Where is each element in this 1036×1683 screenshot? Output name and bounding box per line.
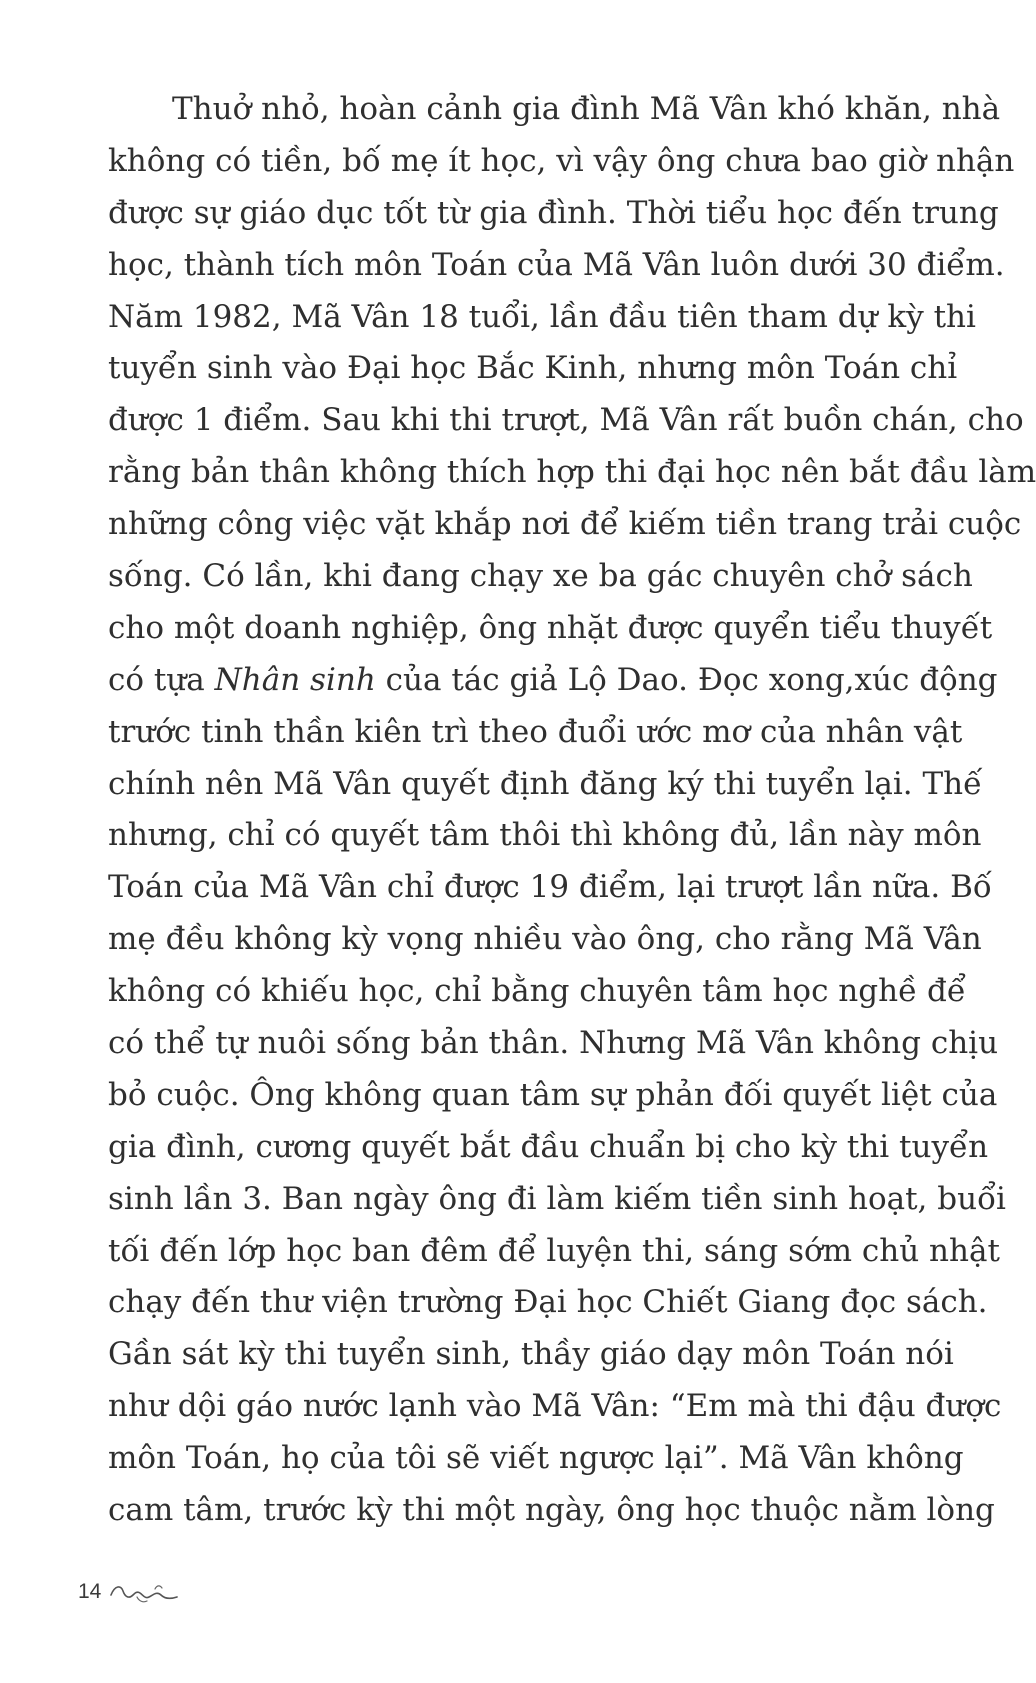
text-line: mẹ đều không kỳ vọng nhiều vào ông, cho rằng Mã Vân [108,921,982,958]
text-line: Thuở nhỏ, hoàn cảnh gia đình Mã Vân khó khăn, nhà [172,91,1001,127]
text-line: như dội gáo nước lạnh vào Mã Vân: “Em mà thi đậu được [108,1388,1002,1425]
page-number: 14 [78,1580,102,1603]
decorative-flourish-icon [107,1577,187,1607]
book-title: Nhân sinh [214,661,376,698]
page-footer [78,1572,187,1612]
text-line: những công việc vặt khắp nơi để kiếm tiền trang trải cuộc [108,506,1022,543]
text-line: không có khiếu học, chỉ bằng chuyên tâm học nghề để [108,973,966,1010]
text-line: bỏ cuộc. Ông không quan tâm sự phản đối quyết liệt của [108,1076,998,1113]
text-line: có thể tự nuôi sống bản thân. Nhưng Mã Vân không chịu [108,1025,999,1062]
text-line: môn Toán, họ của tôi sẽ viết ngược lại”. Mã Vân không [108,1440,964,1477]
text-line: được 1 điểm. Sau khi thi trượt, Mã Vân rất buồn chán, cho [108,402,1024,439]
text-line: trước tinh thần kiên trì theo đuổi ước mơ của nhân vật [108,713,963,750]
text-line: sống. Có lần, khi đang chạy xe ba gác chuyên chở sách [108,558,973,595]
text-line: cho một doanh nghiệp, ông nhặt được quyển tiểu thuyết [108,609,993,646]
text-line: không có tiền, bố mẹ ít học, vì vậy ông chưa bao giờ nhận [108,142,1015,179]
text-line: chính nên Mã Vân quyết định đăng ký thi tuyển lại. Thế [108,765,983,802]
text-line: rằng bản thân không thích hợp thi đại học nên bắt đầu làm [108,454,1036,491]
text-line-with-book-title [108,655,998,707]
text-line: học, thành tích môn Toán của Mã Vân luôn dưới 30 điểm. [108,246,1005,283]
text-line: sinh lần 3. Ban ngày ông đi làm kiếm tiền sinh hoạt, buổi [108,1180,1006,1217]
text-line: cam tâm, trước kỳ thi một ngày, ông học thuộc nằm lòng [108,1492,995,1529]
text-line: được sự giáo dục tốt từ gia đình. Thời tiểu học đến trung [108,194,999,231]
text-segment: của tác giả Lộ Dao. Đọc xong,xúc động [375,661,998,698]
text-line: Toán của Mã Vân chỉ được 19 điểm, lại trượt lần nữa. Bố [108,869,992,906]
text-segment: có tựa [108,661,215,698]
text-line: chạy đến thư viện trường Đại học Chiết Giang đọc sách. [108,1284,988,1321]
body-text [108,84,1036,1537]
text-line: tối đến lớp học ban đêm để luyện thi, sáng sớm chủ nhật [108,1232,1000,1269]
text-line: gia đình, cương quyết bắt đầu chuẩn bị cho kỳ thi tuyển [108,1128,989,1165]
text-line: Gần sát kỳ thi tuyển sinh, thầy giáo dạy môn Toán nói [108,1336,954,1373]
text-line: tuyển sinh vào Đại học Bắc Kinh, nhưng môn Toán chỉ [108,350,958,387]
text-line: nhưng, chỉ có quyết tâm thôi thì không đủ, lần này môn [108,817,982,854]
text-line: Năm 1982, Mã Vân 18 tuổi, lần đầu tiên tham dự kỳ thi [108,298,976,335]
